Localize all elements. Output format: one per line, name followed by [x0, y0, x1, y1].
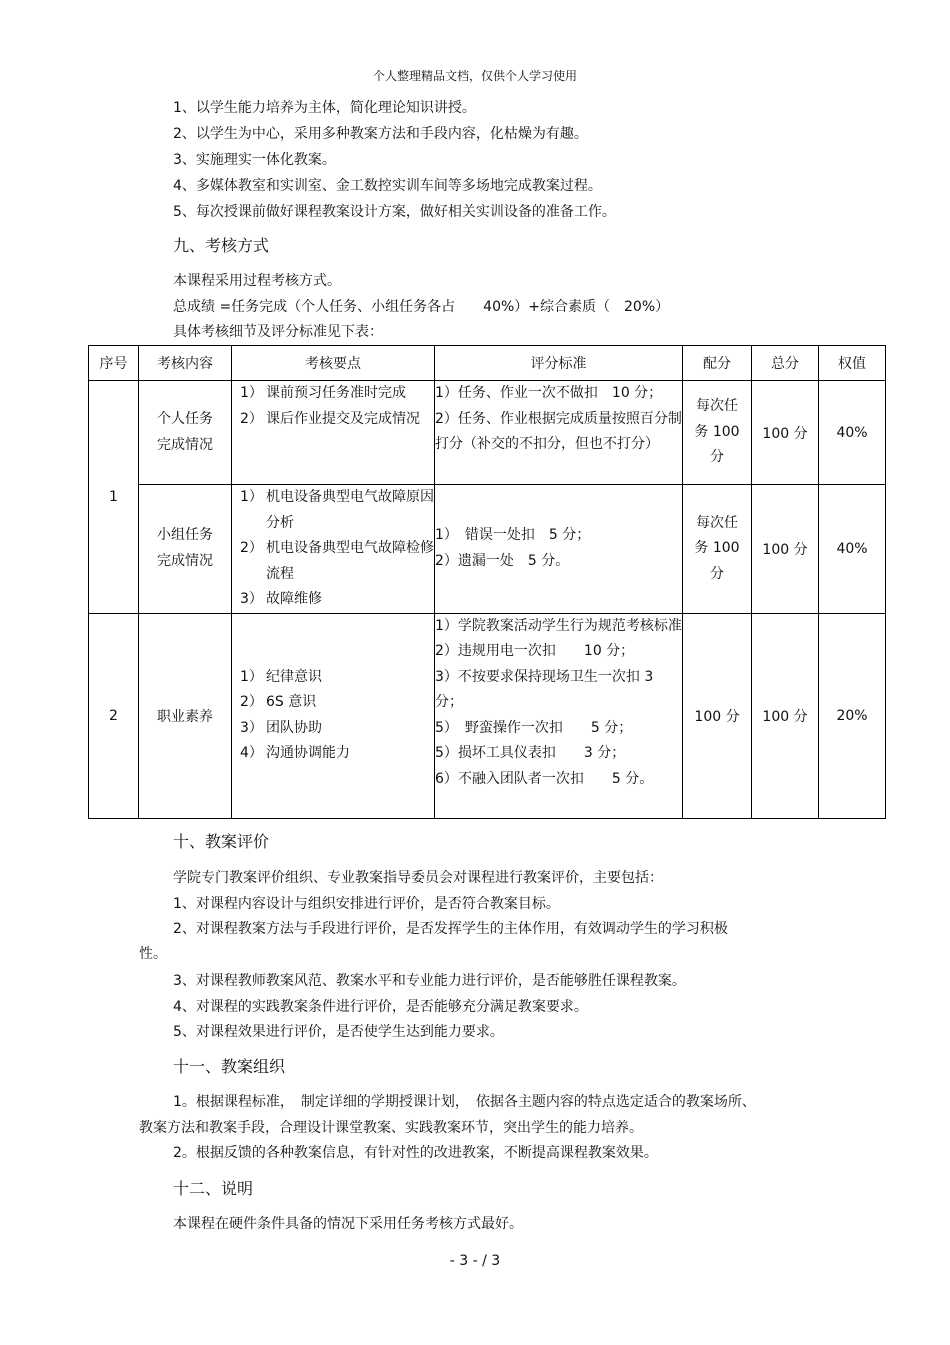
section10-item-2-cont: 性。: [139, 946, 167, 962]
row-points: [232, 381, 435, 485]
row-no: 1: [89, 381, 139, 614]
section9-title: 九、考核方式: [173, 236, 270, 255]
point-item: 1） 课前预习任务准时完成: [240, 385, 406, 401]
row-score: 每次任 务 100 分: [683, 381, 752, 485]
row-weight: 40%: [819, 485, 886, 614]
section10-item-5: 5、对课程效果进行评价，是否使学生达到能力要求。: [173, 1024, 504, 1040]
row-points: [232, 613, 435, 818]
section12-line: 本课程在硬件条件具备的情况下采用任务考核方式最好。: [173, 1216, 523, 1232]
row-standard: 1） 错误一处扣 5 分； 2）遗漏一处 5 分。: [435, 485, 683, 614]
page-footer: - 3 - / 3: [449, 1253, 501, 1269]
section10-title: 十、教案评价: [173, 832, 270, 851]
row-content: 小组任务 完成情况: [139, 485, 232, 614]
point-item: 1） 纪律意识: [240, 668, 322, 685]
section11-title: 十一、教案组织: [173, 1057, 286, 1076]
header-weight: 权值: [819, 346, 886, 381]
row-total: 100 分: [752, 613, 819, 818]
point-item: 2） 机电设备典型电气故障检修流程: [240, 540, 434, 582]
section11-line-2: 教案方法和教案手段，合理设计课堂教案、实践教案环节，突出学生的能力培养。: [139, 1120, 643, 1136]
section10-item-3: 3、对课程教师教案风范、教案水平和专业能力进行评价，是否能够胜任课程教案。: [173, 973, 686, 989]
table-header-row: [89, 346, 886, 381]
assessment-table: [88, 345, 886, 819]
section11-line-1: 1。根据课程标准， 制定详细的学期授课计划， 依据各主题内容的特点选定适合的教案场所、: [173, 1094, 756, 1110]
header-no: 序号: [89, 346, 139, 381]
section10-item-2: 2、对课程教案方法与手段进行评价，是否发挥学生的主体作用，有效调动学生的学习积极: [173, 921, 728, 937]
section9-line-1: 本课程采用过程考核方式。: [173, 273, 341, 289]
section10-intro: 学院专门教案评价组织、专业教案指导委员会对课程进行教案评价，主要包括：: [173, 870, 663, 886]
row-total: 100 分: [752, 485, 819, 614]
header-score: 配分: [683, 346, 752, 381]
row-standard: 1）任务、作业一次不做扣 10 分； 2）任务、作业根据完成质量按照百分制打分（补交的不扣分，但也不打分）: [435, 381, 683, 485]
header-standard: 评分标准: [435, 346, 683, 381]
row-no: 2: [89, 613, 139, 818]
intro-item-4: 4、多媒体教室和实训室、金工数控实训车间等多场地完成教案过程。: [173, 178, 602, 194]
section11-line-3: 2。根据反馈的各种教案信息，有针对性的改进教案，不断提高课程教案效果。: [173, 1145, 658, 1161]
table-row: [89, 613, 886, 818]
point-item: 2） 6S 意识: [240, 694, 317, 710]
header-total: 总分: [752, 346, 819, 381]
point-item: 3） 团队协助: [240, 719, 322, 736]
point-item: 2） 课后作业提交及完成情况: [240, 410, 420, 427]
point-item: 4） 沟通协调能力: [240, 745, 350, 761]
section12-title: 十二、说明: [173, 1179, 254, 1198]
row-total: 100 分: [752, 381, 819, 485]
page-header: 个人整理精品文档，仅供个人学习使用: [372, 69, 577, 83]
row-score: 每次任 务 100 分: [683, 485, 752, 614]
table-row: [89, 381, 886, 485]
section10-item-4: 4、对课程的实践教案条件进行评价，是否能够充分满足教案要求。: [173, 999, 588, 1015]
row-standard: 1）学院教案活动学生行为规范考核标准 2）违规用电一次扣 10 分； 3）不按要求保持现场卫生一次扣 3 分； 5） 野蛮操作一次扣 5 分； 5）损坏工具仪表扣 3 分； 6）不融入团队者一次扣 5 分。: [435, 613, 683, 818]
intro-item-2: 2、以学生为中心，采用多种教案方法和手段内容，化枯燥为有趣。: [173, 126, 588, 142]
section9-line-2: 总成绩 =任务完成（个人任务、小组任务各占 40%）+综合素质（ 20%）: [173, 299, 670, 315]
row-weight: 20%: [819, 613, 886, 818]
row-score: 100 分: [683, 613, 752, 818]
intro-item-3: 3、实施理实一体化教案。: [173, 152, 336, 168]
table-row: [89, 485, 886, 614]
point-item: 3） 故障维修: [240, 591, 322, 607]
intro-item-5: 5、每次授课前做好课程教案设计方案，做好相关实训设备的准备工作。: [173, 204, 616, 220]
point-item: 1） 机电设备典型电气故障原因分析: [240, 489, 434, 531]
row-points: [232, 485, 435, 614]
section10-item-1: 1、对课程内容设计与组织安排进行评价，是否符合教案目标。: [173, 896, 560, 912]
header-points: 考核要点: [232, 346, 435, 381]
row-weight: 40%: [819, 381, 886, 485]
row-content: 职业素养: [139, 613, 232, 818]
intro-item-1: 1、以学生能力培养为主体，简化理论知识讲授。: [173, 100, 476, 116]
section9-line-3: 具体考核细节及评分标准见下表：: [173, 324, 383, 340]
row-content: 个人任务 完成情况: [139, 381, 232, 485]
header-content: 考核内容: [139, 346, 232, 381]
